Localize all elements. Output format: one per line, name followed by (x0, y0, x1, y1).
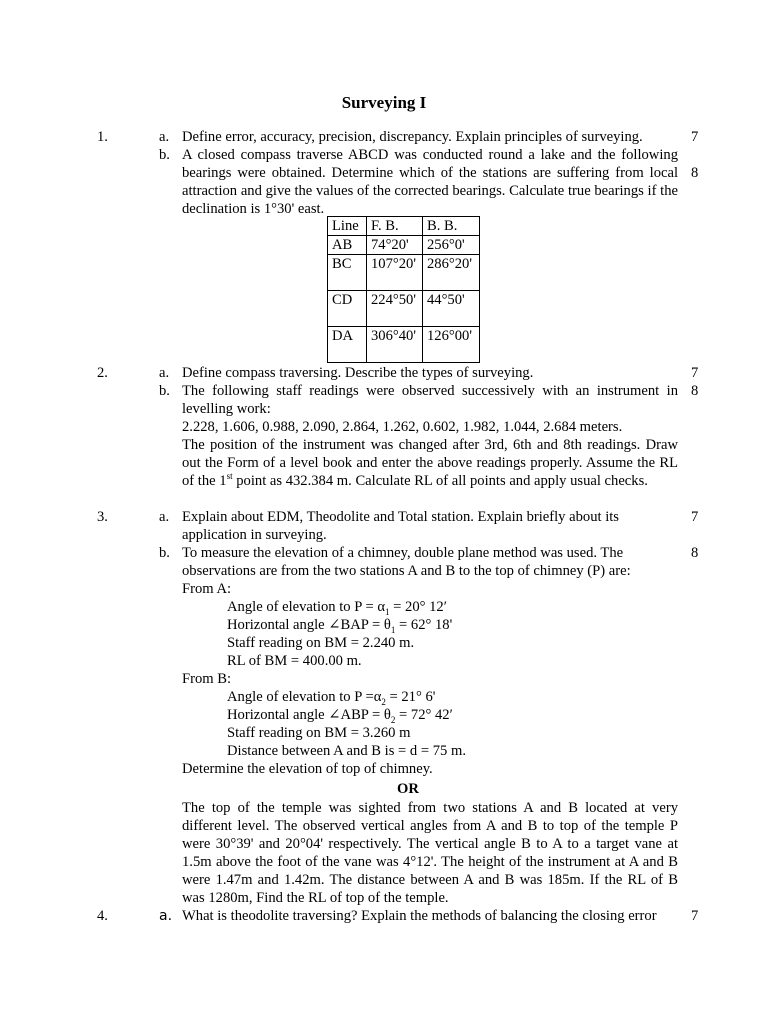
table-header: Line (328, 217, 367, 236)
text: = 20° 12′ (389, 599, 447, 615)
q3-b-intro: To measure the elevation of a chimney, double plane method was used. The observations are from the two stations A and B to the top of chimney (P) are: (182, 545, 631, 579)
subscript: 2 (381, 696, 386, 707)
table-cell: 306°40' (367, 327, 423, 363)
q2-a-label: a. (159, 365, 170, 381)
question-number-2: 2. (97, 365, 108, 381)
q1-a-text: Define error, accuracy, precision, discrepancy. Explain principles of surveying. (182, 129, 643, 145)
q2-b-instructions (182, 436, 678, 490)
table-header: F. B. (367, 217, 423, 236)
q3-a-label: a. (159, 509, 170, 525)
q3-b-a3: Staff reading on BM = 2.240 m. (227, 635, 415, 651)
table-cell: 126°00' (423, 327, 480, 363)
q2-b-label: b. (159, 383, 170, 399)
q3-b-a2 (227, 616, 667, 634)
table-header-row (328, 217, 480, 236)
q2-b-readings: 2.228, 1.606, 0.988, 2.090, 2.864, 1.262, 0.602, 1.982, 1.044, 2.684 meters. (182, 419, 623, 435)
q2-b-body (182, 382, 678, 490)
q1-b-marks: 8 (691, 165, 699, 181)
q3-b-a1 (227, 598, 667, 616)
table-cell: 44°50' (423, 291, 480, 327)
q3-b-b1 (227, 688, 667, 706)
text: = 62° 18' (395, 617, 453, 633)
table-cell: 286°20' (423, 255, 480, 291)
q3-b-b2 (227, 706, 667, 724)
q1-a-marks: 7 (691, 129, 699, 145)
table-cell: 256°0' (423, 236, 480, 255)
table-cell: 107°20' (367, 255, 423, 291)
q4-a-label: a. (159, 908, 173, 924)
table-row (328, 255, 480, 291)
q3-a-text: Explain about EDM, Theodolite and Total station. Explain briefly about its application in surveying. (182, 509, 619, 543)
q3-b-marks: 8 (691, 545, 699, 561)
q1-b-label: b. (159, 147, 170, 163)
text: Angle of elevation to P =α (227, 689, 382, 705)
q3-b-label: b. (159, 545, 170, 561)
table-header: B. B. (423, 217, 480, 236)
q1-a-label: a. (159, 129, 170, 145)
text: Angle of elevation to P = α (227, 599, 386, 615)
q3-b-b3: Staff reading on BM = 3.260 m (227, 725, 411, 741)
table-cell: AB (328, 236, 367, 255)
q1-b-text: A closed compass traverse ABCD was conducted round a lake and the following bearings were obtained. Determine which of the stations are suffering from local attraction and give the values of the corrected bearings. Calculate true bearings if the declination is 1°30' east. (182, 147, 678, 217)
text: = 72° 42′ (395, 707, 453, 723)
question-number-1: 1. (97, 129, 108, 145)
table-cell: BC (328, 255, 367, 291)
q2-b-superscript: st (226, 471, 233, 482)
q3-b-from-a: From A: (182, 581, 232, 597)
q3-b-alternative: The top of the temple was sighted from two stations A and B located at very different level. The observed vertical angles from A and B to top of the temple P were 30°39' and 20°04' respectively. The vertical angle B to A to a target vane at 1.5m above the foot of the vane was 4°12'. The height of the instrument at A and B were 1.47m and 1.42m. The distance between A and B was 185m. If the RL of B was 1280m, Find the RL of top of the temple. (182, 800, 678, 906)
q2-b-line1: The following staff readings were observed successively with an instrument in levelling work: (182, 383, 678, 417)
table-cell: DA (328, 327, 367, 363)
subscript: 1 (390, 624, 396, 635)
question-number-4: 4. (97, 908, 108, 924)
q3-b-a4: RL of BM = 400.00 m. (227, 653, 362, 669)
bearing-table (327, 216, 480, 363)
subscript: 2 (390, 714, 396, 725)
text: Horizontal angle ∠ABP = θ (227, 707, 391, 723)
subscript: 1 (385, 606, 390, 617)
table-cell: 74°20' (367, 236, 423, 255)
question-number-3: 3. (97, 509, 108, 525)
q3-a-marks: 7 (691, 509, 699, 525)
table-row (328, 327, 480, 363)
q3-b-determine: Determine the elevation of top of chimney. (182, 761, 433, 777)
q2-b-line3: The position of the instrument was changed after 3rd, 6th and 8th readings. Draw out the Form of a level book and enter the above readings properly. Assume the RL of the 1 (182, 437, 678, 489)
text: = 21° 6' (385, 689, 436, 705)
q2-b-marks: 8 (691, 383, 699, 399)
table-row (328, 236, 480, 255)
q3-b-b4: Distance between A and B is = d = 75 m. (227, 743, 466, 759)
or-divider: OR (397, 781, 419, 797)
q4-a-text: What is theodolite traversing? Explain the methods of balancing the closing error (182, 908, 657, 924)
table-cell: CD (328, 291, 367, 327)
q2-a-text: Define compass traversing. Describe the types of surveying. (182, 365, 534, 381)
table-cell: 224°50' (367, 291, 423, 327)
q2-a-marks: 7 (691, 365, 699, 381)
q3-b-from-b: From B: (182, 671, 232, 687)
page-title: Surveying I (341, 93, 427, 112)
q4-a-marks: 7 (691, 908, 699, 924)
table-row (328, 291, 480, 327)
q2-b-line4: point as 432.384 m. Calculate RL of all points and apply usual checks. (232, 473, 648, 489)
text: Horizontal angle ∠BAP = θ (227, 617, 391, 633)
